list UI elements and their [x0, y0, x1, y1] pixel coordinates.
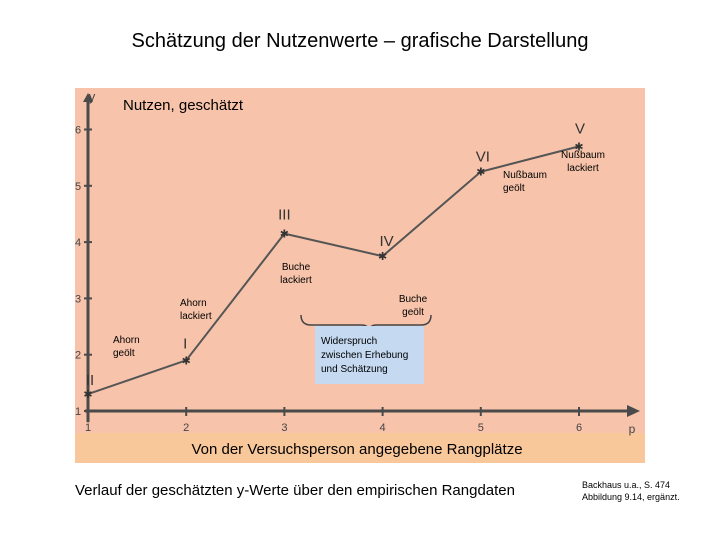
y-tick-label: 4: [75, 237, 82, 250]
point-label: Ahorn: [113, 335, 140, 346]
y-axis-symbol: y: [88, 89, 96, 104]
chart: [75, 88, 645, 463]
x-axis-title: Von der Versuchsperson angegebene Rangplätze: [191, 441, 523, 458]
data-point: ✱: [476, 165, 486, 179]
annotation-text: zwischen Erhebung: [321, 350, 409, 361]
point-roman-label: III: [278, 206, 291, 224]
x-tick-label: 3: [281, 422, 288, 434]
data-point: ✱: [279, 227, 290, 241]
point-roman-label: V: [574, 120, 586, 138]
point-label: geölt: [503, 183, 525, 194]
data-point: ✱: [181, 354, 191, 368]
point-label: lackiert: [180, 311, 212, 322]
x-tick-label: 2: [183, 422, 190, 434]
y-axis-title: Nutzen, geschätzt: [123, 97, 244, 114]
source-note: [582, 479, 712, 503]
point-label: Nußbaum: [503, 170, 547, 181]
plot-background: [75, 88, 645, 463]
point-label: lackiert: [280, 275, 312, 286]
point-label: Buche: [281, 262, 311, 273]
x-tick-label: 6: [575, 422, 583, 434]
data-point: ✱: [377, 250, 388, 264]
chart-subtitle: Verlauf der geschätzten y-Werte über den empirischen Rangdaten: [75, 482, 515, 499]
y-tick-label: 1: [75, 406, 82, 418]
annotation-text: Widerspruch: [321, 336, 378, 347]
page-title: Schätzung der Nutzenwerte – grafische Darstellung: [131, 30, 589, 52]
point-label: geölt: [113, 348, 135, 359]
x-axis-symbol: p: [628, 422, 636, 436]
source-line: Backhaus u.a., S. 474: [582, 480, 671, 490]
source-line: Abbildung 9.14, ergänzt.: [582, 492, 680, 502]
point-label: lackiert: [567, 163, 599, 174]
data-point: ✱: [83, 388, 93, 402]
point-roman-label: IV: [379, 233, 394, 251]
point-label: geölt: [402, 307, 424, 318]
point-label: Nußbaum: [561, 150, 605, 161]
y-tick-label: 3: [75, 293, 82, 306]
data-point: ✱: [574, 140, 584, 154]
annotation-text: und Schätzung: [321, 364, 388, 375]
point-roman-label: I: [183, 335, 188, 353]
x-tick-label: 4: [379, 422, 386, 434]
y-tick-label: 5: [75, 180, 82, 193]
y-tick-label: 2: [75, 349, 82, 362]
point-label: Buche: [398, 294, 428, 305]
point-roman-label: II: [85, 372, 95, 390]
point-roman-label: VI: [475, 148, 490, 166]
y-tick-label: 6: [75, 124, 82, 137]
point-label: Ahorn: [180, 298, 207, 309]
x-tick-label: 1: [84, 422, 92, 434]
chart-svg: [75, 88, 645, 463]
x-tick-label: 5: [477, 422, 484, 434]
